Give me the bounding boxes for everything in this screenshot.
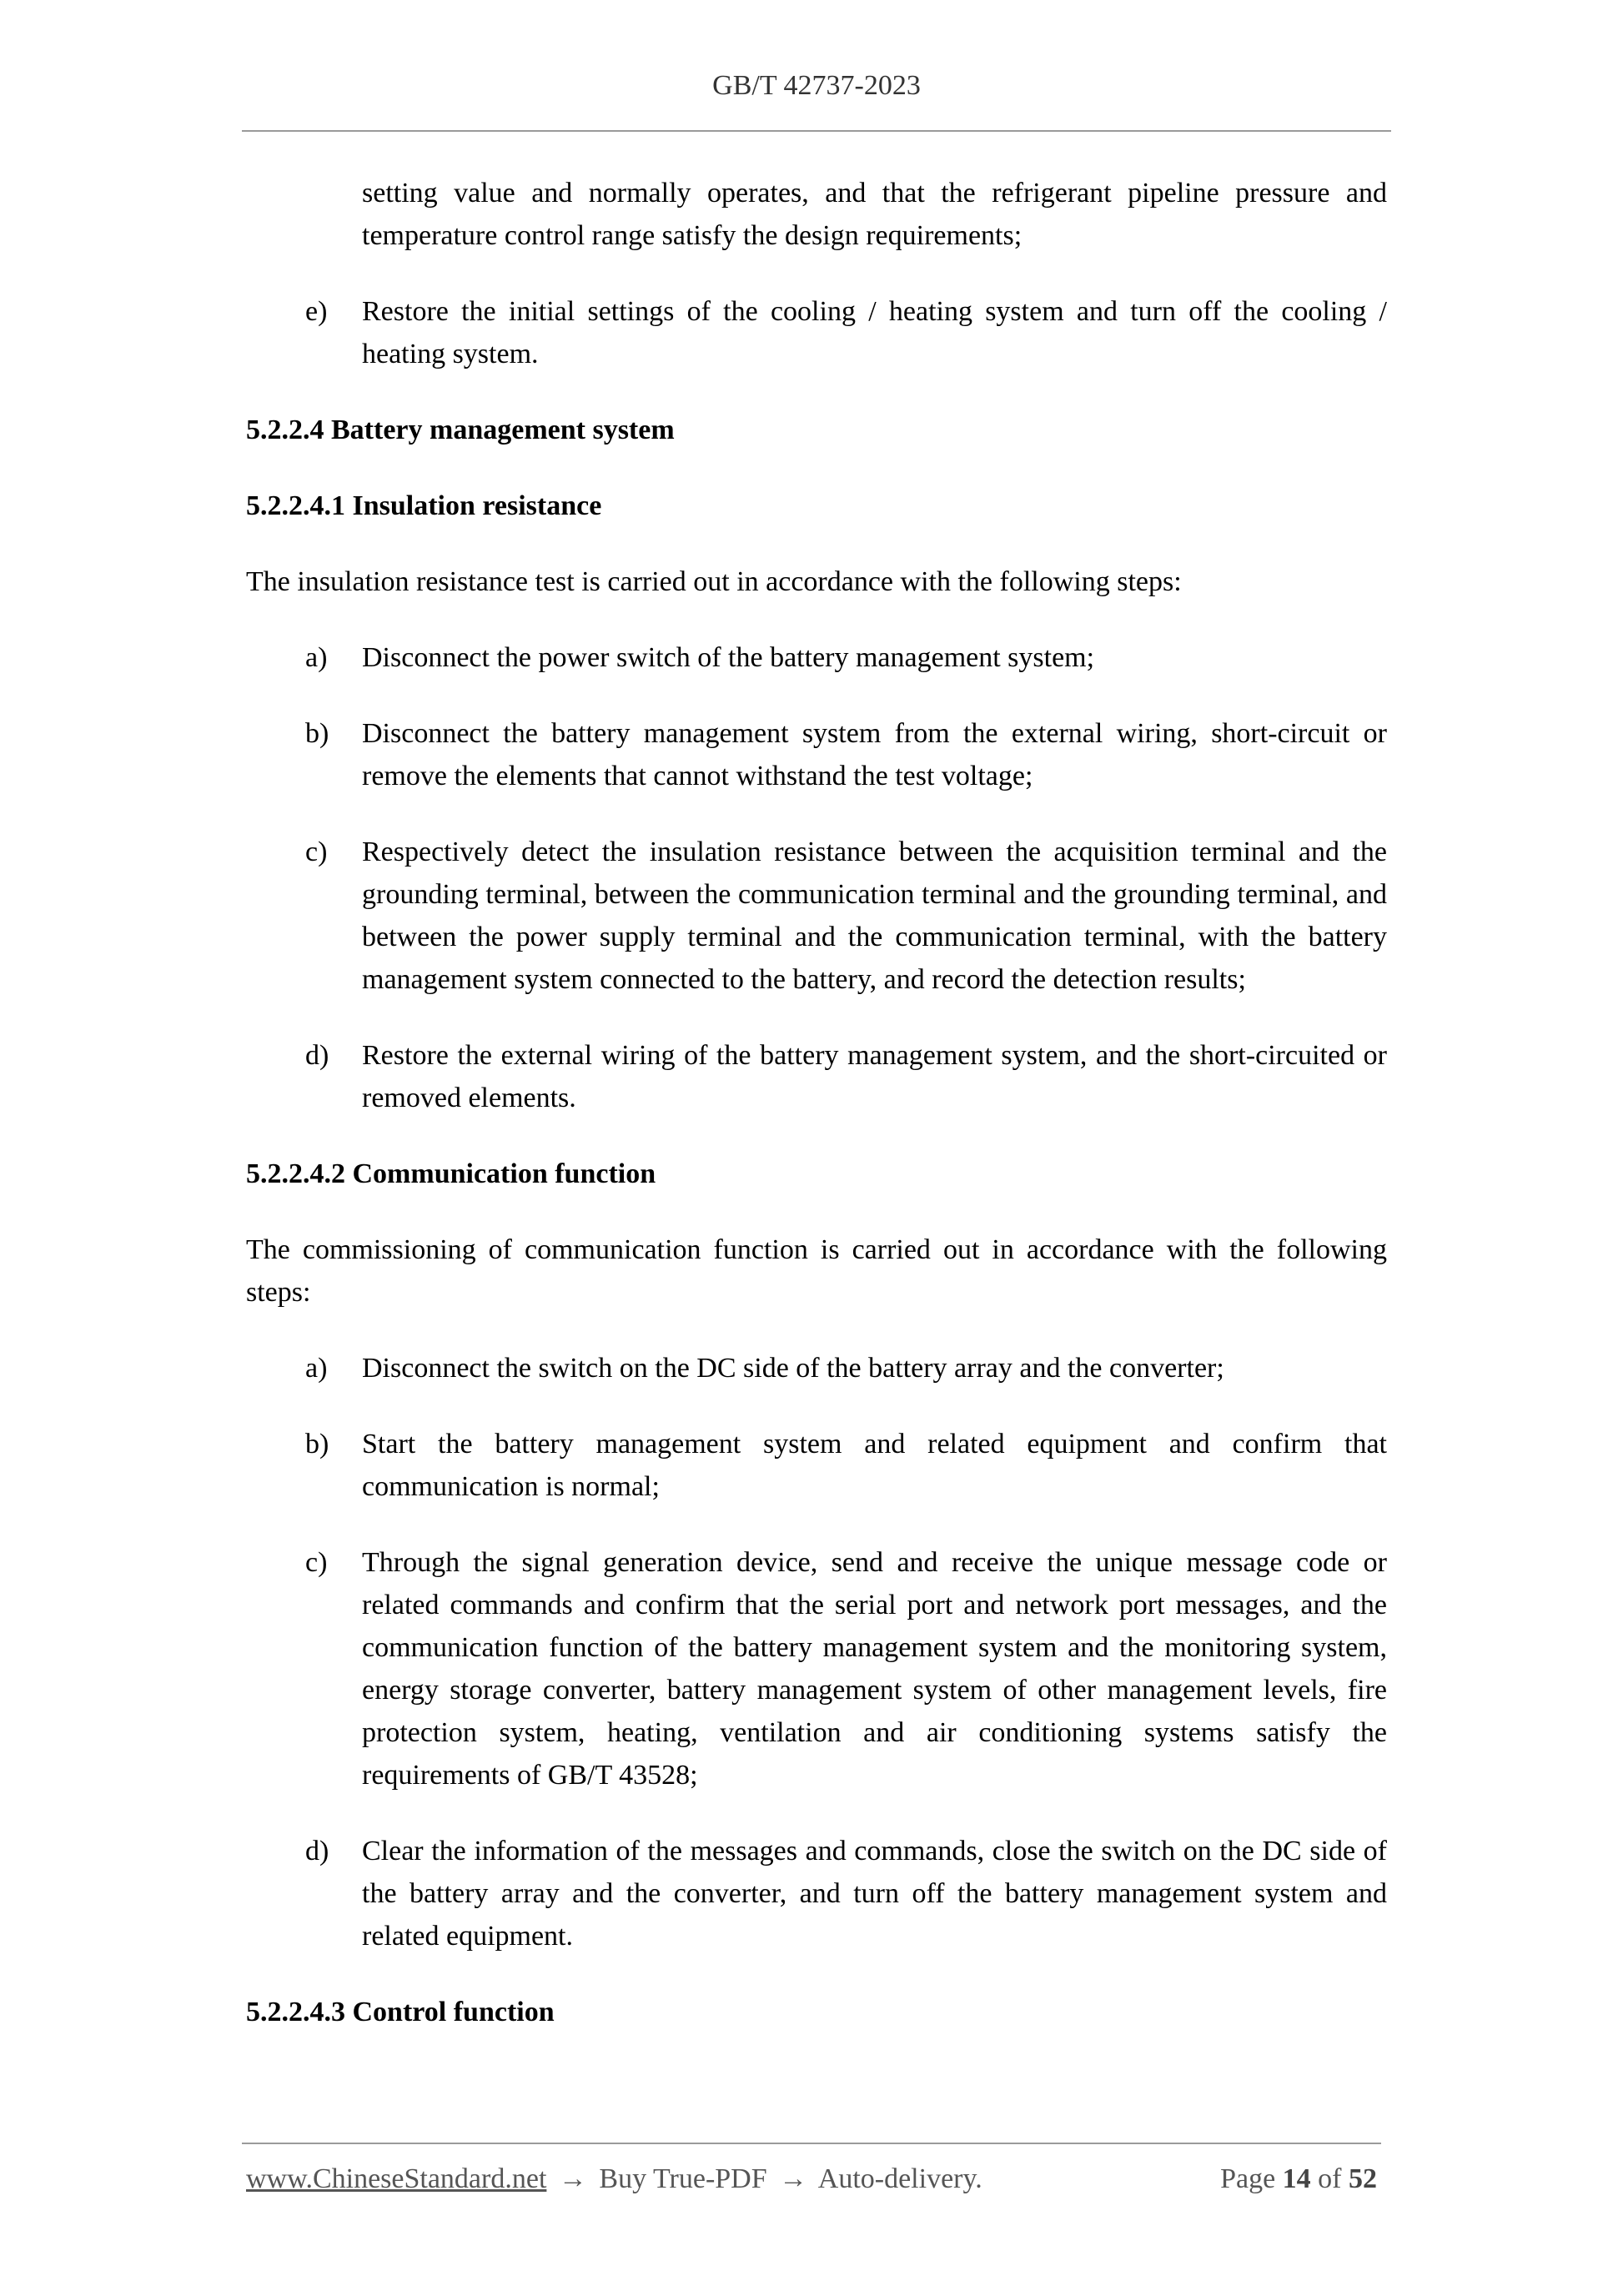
list-item [246, 1830, 1387, 1957]
page-current: 14 [1282, 2163, 1311, 2194]
page-footer [246, 2163, 1377, 2195]
of-word: of [1318, 2163, 1342, 2194]
list-item [246, 712, 1387, 797]
list-marker: a) [305, 1353, 328, 1384]
paragraph: The commissioning of communication function is carried out in accordance with the following steps: [246, 1234, 1387, 1308]
list-item-text: Start the battery management system and related equipment and confirm that communication is normal; [362, 1429, 1387, 1502]
header-divider [242, 130, 1391, 132]
list-item-text: Disconnect the battery management system from the external wiring, short-circuit or remove the elements that cannot withstand the test voltage; [362, 718, 1387, 791]
list-marker: e) [305, 296, 328, 327]
document-body [246, 172, 1387, 2067]
list-item [246, 290, 1387, 375]
delivery-text: Auto-delivery. [817, 2163, 982, 2194]
list-item-text: Disconnect the switch on the DC side of the battery array and the converter; [362, 1353, 1224, 1384]
list-marker: c) [305, 837, 328, 867]
subsection-heading: 5.2.2.4.1 Insulation resistance [246, 490, 602, 521]
arrow-right-icon: → [558, 2163, 587, 2194]
list-item-text: Respectively detect the insulation resistance between the acquisition terminal and the grounding terminal, between the communication terminal and the grounding terminal, and between the power supply terminal and the communication terminal, with the battery management system connected to the battery, and record the detection results; [362, 837, 1387, 995]
list-item [246, 1541, 1387, 1796]
list-marker: b) [305, 1429, 329, 1459]
arrow-right-icon: → [779, 2163, 808, 2194]
footer-divider [242, 2143, 1381, 2144]
list-item [246, 636, 1387, 679]
list-item [246, 831, 1387, 1001]
list-marker: b) [305, 718, 329, 749]
subsection-heading: 5.2.2.4.2 Communication function [246, 1158, 656, 1189]
paragraph: The insulation resistance test is carried out in accordance with the following steps: [246, 566, 1182, 597]
subsection-heading: 5.2.2.4.3 Control function [246, 1997, 555, 2027]
section-heading: 5.2.2.4 Battery management system [246, 414, 675, 445]
list-item [246, 1423, 1387, 1508]
list-marker: c) [305, 1547, 328, 1578]
list-marker: d) [305, 1040, 329, 1071]
document-header: GB/T 42737-2023 [712, 70, 921, 101]
list-item-text: Disconnect the power switch of the battery management system; [362, 642, 1095, 673]
footer-left [246, 2163, 982, 2195]
list-marker: a) [305, 642, 328, 673]
list-marker: d) [305, 1836, 329, 1866]
page-indicator [1220, 2163, 1377, 2195]
list-item-text: Clear the information of the messages and commands, close the switch on the DC side of the battery array and the converter, and turn off the battery management system and related equipment. [362, 1836, 1387, 1952]
list-item-text: Restore the initial settings of the cooling / heating system and turn off the cooling / heating system. [362, 296, 1387, 369]
list-item-text: Through the signal generation device, send and receive the unique message code or related commands and confirm that the serial port and network port messages, and the communication function of the battery management system and the monitoring system, energy storage converter, battery management system of other management levels, fire protection system, heating, ventilation and air conditioning systems satisfy the requirements of GB/T 43528; [362, 1547, 1387, 1791]
list-item [246, 1347, 1387, 1389]
list-item-text: Restore the external wiring of the battery management system, and the short-circuited or removed elements. [362, 1040, 1387, 1113]
buy-link-text: Buy True-PDF [599, 2163, 767, 2194]
list-item [246, 1034, 1387, 1119]
page-total: 52 [1349, 2163, 1377, 2194]
continued-list-text: setting value and normally operates, and that the refrigerant pipeline pressure and temperature control range satisfy the design requirements; [362, 178, 1387, 251]
page-word: Page [1220, 2163, 1276, 2194]
site-link[interactable]: www.ChineseStandard.net [246, 2163, 547, 2194]
